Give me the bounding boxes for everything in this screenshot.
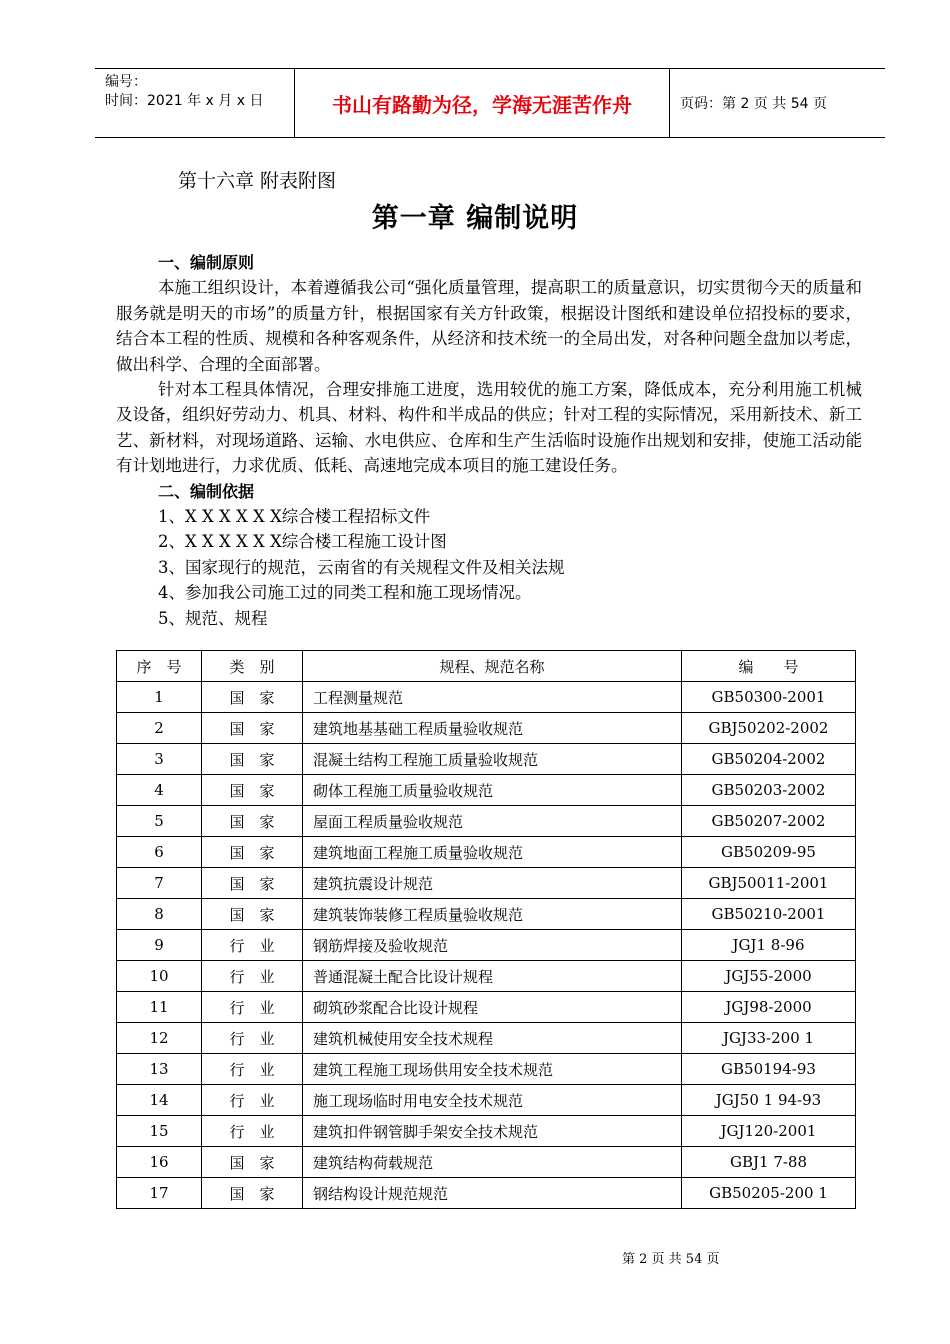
table-row (117, 1054, 856, 1085)
cell-category: 行 业 (202, 961, 303, 992)
basis-item: 5、规范、规程 (158, 608, 268, 628)
cell-index: 12 (117, 1023, 202, 1054)
paragraph-principles-2: 针对本工程具体情况，合理安排施工进度，选用较优的施工方案，降低成本，充分利用施工机械及设备，组织好劳动力、机具、材料、构件和半成品的供应；针对工程的实际情况，采用新技术、新工艺、新材料，对现场道路、运输、水电供应、仓库和生产生活临时设施作出规划和安排，使施工活动能有计划地进行，力求优质、低耗、高速地完成本项目的施工建设任务。 (116, 380, 862, 476)
cell-standard-code: JGJ120-2001 (682, 1116, 856, 1147)
cell-standard-name: 建筑地面工程施工质量验收规范 (303, 837, 682, 868)
cell-standard-code: GB50210-2001 (682, 899, 856, 930)
toc-line: 第十六章 附表附图 (178, 170, 337, 192)
table-row (117, 992, 856, 1023)
column-header-code: 编 号 (682, 651, 856, 682)
cell-standard-name: 普通混凝土配合比设计规程 (303, 961, 682, 992)
cell-category: 国 家 (202, 713, 303, 744)
cell-standard-code: GB50194-93 (682, 1054, 856, 1085)
cell-standard-code: JGJ55-2000 (682, 961, 856, 992)
cell-standard-code: GBJ50011-2001 (682, 868, 856, 899)
cell-index: 4 (117, 775, 202, 806)
cell-index: 11 (117, 992, 202, 1023)
table-row (117, 1178, 856, 1209)
cell-standard-name: 建筑扣件钢管脚手架安全技术规范 (303, 1116, 682, 1147)
cell-index: 13 (117, 1054, 202, 1085)
column-header-index: 序 号 (117, 651, 202, 682)
basis-item: 1、X X X X X X综合楼工程招标文件 (158, 507, 431, 527)
cell-index: 1 (117, 682, 202, 713)
table-row (117, 1116, 856, 1147)
column-header-name: 规程、规范名称 (303, 651, 682, 682)
cell-category: 国 家 (202, 868, 303, 899)
document-body (116, 250, 862, 631)
table-row (117, 713, 856, 744)
table-header-row (117, 651, 856, 682)
page-footer: 第 2 页 共 54 页 (622, 1252, 720, 1267)
cell-category: 国 家 (202, 899, 303, 930)
chapter-title: 第一章 编制说明 (371, 203, 579, 234)
table-row (117, 1147, 856, 1178)
cell-standard-name: 建筑地基基础工程质量验收规范 (303, 713, 682, 744)
cell-category: 行 业 (202, 1054, 303, 1085)
cell-index: 8 (117, 899, 202, 930)
header-page-info: 页码：第 2 页 共 54 页 (680, 96, 827, 112)
cell-standard-name: 砌筑砂浆配合比设计规程 (303, 992, 682, 1023)
cell-index: 6 (117, 837, 202, 868)
cell-category: 行 业 (202, 1023, 303, 1054)
standards-table (116, 650, 856, 1209)
section-heading-basis: 二、编制依据 (158, 481, 255, 501)
paragraph-principles-1: 本施工组织设计，本着遵循我公司“强化质量管理，提高职工的质量意识，切实贯彻今天的质量和服务就是明天的市场”的质量方针，根据国家有关方针政策，根据设计图纸和建设单位招投标的要求，结合本工程的性质、规模和各种客观条件，从经济和技术统一的全局出发，对各种问题全盘加以考虑，做出科学、合理的全面部署。 (116, 278, 862, 374)
cell-standard-name: 建筑抗震设计规范 (303, 868, 682, 899)
cell-index: 9 (117, 930, 202, 961)
cell-standard-name: 钢结构设计规范规范 (303, 1178, 682, 1209)
cell-standard-name: 砌体工程施工质量验收规范 (303, 775, 682, 806)
cell-standard-code: JGJ33-200 1 (682, 1023, 856, 1054)
cell-standard-name: 建筑机械使用安全技术规程 (303, 1023, 682, 1054)
cell-category: 行 业 (202, 1116, 303, 1147)
table-body (117, 682, 856, 1209)
cell-standard-name: 建筑装饰装修工程质量验收规范 (303, 899, 682, 930)
cell-standard-name: 屋面工程质量验收规范 (303, 806, 682, 837)
document-number-label: 编号： (105, 74, 147, 90)
basis-item: 4、参加我公司施工过的同类工程和施工现场情况。 (158, 583, 532, 603)
cell-index: 5 (117, 806, 202, 837)
cell-standard-code: GB50209-95 (682, 837, 856, 868)
cell-standard-code: GBJ50202-2002 (682, 713, 856, 744)
table-row (117, 961, 856, 992)
section-heading-principles: 一、编制原则 (158, 253, 255, 272)
cell-standard-code: GB50300-2001 (682, 682, 856, 713)
cell-index: 16 (117, 1147, 202, 1178)
cell-index: 7 (117, 868, 202, 899)
cell-index: 3 (117, 744, 202, 775)
cell-category: 国 家 (202, 1178, 303, 1209)
header-motto: 书山有路勤为径，学海无涯苦作舟 (295, 69, 670, 137)
table-row (117, 1085, 856, 1116)
cell-index: 10 (117, 961, 202, 992)
cell-category: 国 家 (202, 1147, 303, 1178)
cell-standard-name: 建筑工程施工现场供用安全技术规范 (303, 1054, 682, 1085)
cell-standard-code: GBJ1 7-88 (682, 1147, 856, 1178)
cell-standard-code: JGJ50 1 94-93 (682, 1085, 856, 1116)
cell-index: 15 (117, 1116, 202, 1147)
cell-category: 国 家 (202, 682, 303, 713)
table-row (117, 1023, 856, 1054)
cell-index: 17 (117, 1178, 202, 1209)
table-row (117, 775, 856, 806)
table-row (117, 806, 856, 837)
cell-standard-name: 钢筋焊接及验收规范 (303, 930, 682, 961)
cell-standard-name: 施工现场临时用电安全技术规范 (303, 1085, 682, 1116)
basis-item: 3、国家现行的规范，云南省的有关规程文件及相关法规 (158, 557, 565, 577)
cell-standard-code: GB50207-2002 (682, 806, 856, 837)
cell-standard-code: GB50205-200 1 (682, 1178, 856, 1209)
table-row (117, 899, 856, 930)
header-meta (95, 69, 295, 137)
cell-category: 国 家 (202, 806, 303, 837)
cell-category: 国 家 (202, 837, 303, 868)
cell-standard-code: GB50203-2002 (682, 775, 856, 806)
cell-standard-code: JGJ98-2000 (682, 992, 856, 1023)
table-row (117, 868, 856, 899)
table-row (117, 744, 856, 775)
cell-standard-code: GB50204-2002 (682, 744, 856, 775)
cell-category: 行 业 (202, 992, 303, 1023)
table-row (117, 930, 856, 961)
document-time-label: 时间：2021 年 x 月 x 日 (105, 93, 264, 109)
table-row (117, 682, 856, 713)
table-row (117, 837, 856, 868)
cell-index: 2 (117, 713, 202, 744)
cell-category: 国 家 (202, 744, 303, 775)
cell-category: 行 业 (202, 1085, 303, 1116)
cell-standard-name: 混凝土结构工程施工质量验收规范 (303, 744, 682, 775)
cell-category: 行 业 (202, 930, 303, 961)
cell-category: 国 家 (202, 775, 303, 806)
cell-standard-name: 建筑结构荷载规范 (303, 1147, 682, 1178)
cell-index: 14 (117, 1085, 202, 1116)
page-header (95, 68, 885, 138)
column-header-category: 类 别 (202, 651, 303, 682)
basis-item: 2、X X X X X X综合楼工程施工设计图 (158, 532, 447, 552)
cell-standard-code: JGJ1 8-96 (682, 930, 856, 961)
cell-standard-name: 工程测量规范 (303, 682, 682, 713)
